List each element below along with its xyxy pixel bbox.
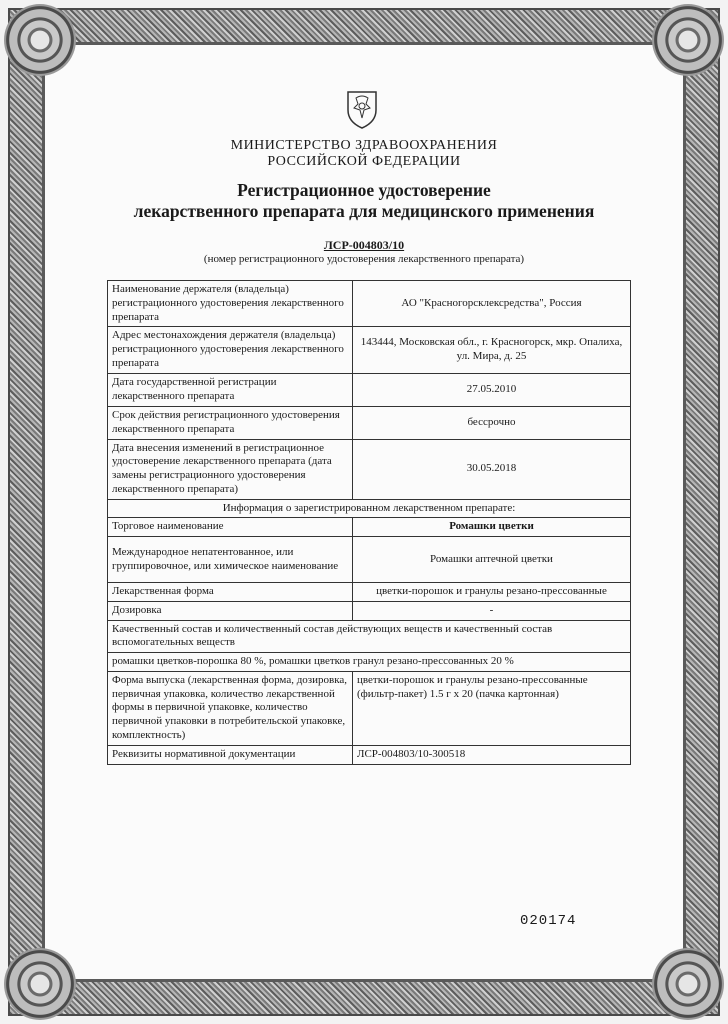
trade-name-value: Ромашки цветки	[353, 518, 631, 537]
document-title: Регистрационное удостоверение	[237, 180, 491, 200]
holder-name-label: Наименование держателя (владельца) регистрационного удостоверения лекарственного препарата	[108, 281, 353, 327]
drug-info-heading: Информация о зарегистрированном лекарственном препарате:	[108, 499, 631, 518]
reg-date-value: 27.05.2010	[353, 373, 631, 406]
corner-rosette	[652, 948, 724, 1020]
registration-table	[107, 280, 631, 765]
holder-address-value: 143444, Московская обл., г. Красногорск, мкр. Опалиха, ул. Мира, д. 25	[353, 327, 631, 373]
corner-rosette	[4, 4, 76, 76]
document-subtitle: лекарственного препарата для медицинского применения	[133, 201, 595, 221]
change-date-value: 30.05.2018	[353, 439, 631, 499]
normative-doc-label: Реквизиты нормативной документации	[108, 745, 353, 764]
ministry-name-line1: МИНИСТЕРСТВО ЗДРАВООХРАНЕНИЯ	[230, 138, 498, 153]
validity-value: бессрочно	[353, 406, 631, 439]
registration-number-caption: (номер регистрационного удостоверения лекарственного препарата)	[203, 253, 525, 265]
table-row	[108, 499, 631, 518]
normative-doc-value: ЛСР-004803/10-300518	[353, 745, 631, 764]
release-form-value: цветки-порошок и гранулы резано-прессованные (фильтр-пакет) 1.5 г х 20 (пачка картонная)	[353, 671, 631, 745]
dosage-form-value: цветки-порошок и гранулы резано-прессованные	[353, 583, 631, 602]
reg-date-label: Дата государственной регистрации лекарственного препарата	[108, 373, 353, 406]
registration-number: ЛСР-004803/10	[323, 238, 405, 252]
inn-value: Ромашки аптечной цветки	[353, 537, 631, 583]
table-row	[108, 281, 631, 327]
trade-name-label: Торговое наименование	[108, 518, 353, 537]
table-row	[108, 537, 631, 583]
table-row	[108, 518, 631, 537]
table-row	[108, 653, 631, 672]
inn-label: Международное непатентованное, или группировочное, или химическое наименование	[108, 537, 353, 583]
ministry-name-line2: РОССИЙСКОЙ ФЕДЕРАЦИИ	[267, 154, 461, 169]
table-row	[108, 745, 631, 764]
table-row	[108, 620, 631, 653]
validity-label: Срок действия регистрационного удостоверения лекарственного препарата	[108, 406, 353, 439]
table-row	[108, 406, 631, 439]
holder-name-value: АО "Красногорсклексредства", Россия	[353, 281, 631, 327]
coat-of-arms-icon	[344, 88, 380, 130]
dosage-value: -	[353, 601, 631, 620]
holder-address-label: Адрес местонахождения держателя (владельца) регистрационного удостоверения лекарственного препарата	[108, 327, 353, 373]
corner-rosette	[4, 948, 76, 1020]
corner-rosette	[652, 4, 724, 76]
dosage-form-label: Лекарственная форма	[108, 583, 353, 602]
table-row	[108, 671, 631, 745]
composition-value: ромашки цветков-порошка 80 %, ромашки цветков гранул резано-прессованных 20 %	[108, 653, 631, 672]
table-row	[108, 601, 631, 620]
change-date-label: Дата внесения изменений в регистрационное удостоверение лекарственного препарата (дата замены регистрационного удостоверения лекарственного препарата)	[108, 439, 353, 499]
serial-number: 020174	[520, 913, 577, 929]
composition-heading: Качественный состав и количественный состав действующих веществ и качественный состав вспомогательных веществ	[108, 620, 631, 653]
release-form-label: Форма выпуска (лекарственная форма, дозировка, первичная упаковка, количество лекарственной формы в первичной упаковке, количество первичной упаковки в потребительской упаковке, комплектность)	[108, 671, 353, 745]
table-row	[108, 439, 631, 499]
table-row	[108, 327, 631, 373]
table-row	[108, 583, 631, 602]
dosage-label: Дозировка	[108, 601, 353, 620]
table-row	[108, 373, 631, 406]
